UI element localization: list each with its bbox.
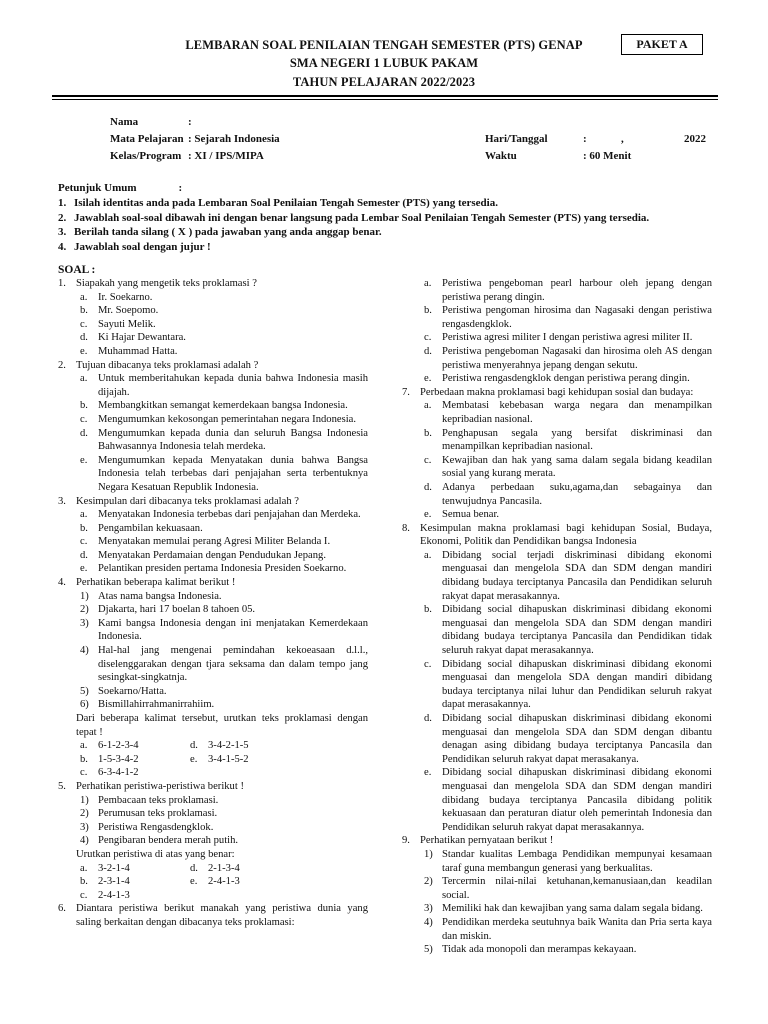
option-text: 3-4-1-5-2: [208, 753, 249, 765]
answer-option[interactable]: [76, 739, 186, 753]
answer-option[interactable]: [58, 291, 368, 305]
option-letter: c.: [424, 332, 432, 344]
answer-option[interactable]: [186, 753, 296, 767]
question-text: Perhatikan beberapa kalimat berikut !: [76, 577, 236, 589]
petunjuk-item: [58, 196, 649, 211]
question-8: [402, 522, 712, 549]
option-text: Muhammad Hatta.: [98, 345, 178, 357]
option-letter: d.: [424, 713, 432, 724]
option-letter: c.: [80, 767, 88, 779]
answer-option[interactable]: [58, 331, 368, 345]
question-text: Perhatikan peristiwa-peristiwa berikut !: [76, 780, 244, 792]
option-text: Mengumumkan kepada Menyatakan dunia bahwa Bangsa Indonesia telah terbebas dari penjajahan serta terbentuknya Negara Kesatuan Republik Indonesia.: [98, 454, 368, 493]
question-number: 6.: [58, 903, 66, 915]
petunjuk-num: 4.: [58, 240, 67, 253]
nama-separator: :: [188, 116, 192, 128]
option-letter: a.: [424, 549, 432, 561]
option-letter: b.: [424, 604, 432, 616]
option-letter: d.: [190, 862, 198, 874]
petunjuk-item: [58, 240, 649, 255]
answer-option[interactable]: [402, 277, 712, 304]
left-column: [58, 277, 368, 930]
statement-item: [402, 943, 712, 957]
option-letter: e.: [424, 509, 432, 521]
question-1: [58, 277, 368, 291]
question-6: [58, 902, 368, 929]
answer-option[interactable]: [186, 875, 296, 889]
option-text: 3-4-2-1-5: [208, 740, 249, 752]
option-text: Pelantikan presiden pertama Indonesia Presiden Soekarno.: [98, 563, 347, 575]
question-text: Kesimpulan makna proklamasi bagi kehidupan Sosial, Budaya, Ekonomi, Politik dan Pendidikan bangsa Indonesia: [420, 522, 712, 548]
question-number: 4.: [58, 577, 66, 589]
item-number: 3): [80, 821, 89, 833]
item-number: 4): [80, 835, 89, 847]
item-text: Memiliki hak dan kewajiban yang sama dalam segala bidang.: [442, 903, 703, 915]
petunjuk-num: 3.: [58, 226, 67, 238]
option-letter: b.: [80, 753, 88, 765]
option-text: Pengambilan kekuasaan.: [98, 522, 203, 534]
answer-option[interactable]: [402, 345, 712, 372]
waktu-label: Waktu: [485, 150, 517, 162]
option-text: Menyatakan memulai perang Agresi Militer Belanda I.: [98, 536, 331, 548]
option-text: Peristiwa agresi militer I dengan peristiwa agresi militer II.: [442, 332, 693, 344]
option-letter: b.: [424, 427, 432, 439]
statement-item: [402, 916, 712, 943]
item-text: Hal-hal jang mengenai pemindahan kekoeasaan d.l.l., diselenggarakan dengan tjara seksama dan dalam tempo jang sesingkat-singkatnja.: [98, 645, 368, 684]
question-instruction: Urutkan peristiwa di atas yang benar:: [76, 848, 235, 860]
answer-option[interactable]: [58, 562, 368, 576]
option-text: Peristiwa pengeboman pearl harbour oleh jepang dengan peristiwa perang dingin.: [442, 278, 712, 303]
answer-option[interactable]: [58, 304, 368, 318]
answer-option[interactable]: [402, 508, 712, 522]
item-text: Djakarta, hari 17 boelan 8 tahoen 05.: [98, 604, 256, 616]
answer-option[interactable]: [402, 603, 712, 657]
question-9: [402, 834, 712, 848]
option-text: Menyatakan Perdamaian dengan Pendudukan Jepang.: [98, 549, 326, 561]
option-letter: d.: [424, 481, 432, 493]
statement-item: [58, 807, 368, 821]
item-text: Tercermin nilai-nilai ketuhanan,kemanusiaan,dan keadilan social.: [442, 876, 712, 901]
answer-option[interactable]: [402, 481, 712, 508]
item-number: 3): [424, 903, 433, 915]
answer-option[interactable]: [76, 889, 186, 903]
item-text: Bismillahirrahmanirrahiim.: [98, 699, 215, 711]
option-text: Dibidang social dihapuskan diskriminasi dibidang ekonomi menguasai dan mengelola SDA dengan mandiri dibidang budaya terciptanya nilai luhur dan Pendidikan seluruh rakyat dapat merasakannya.: [442, 658, 712, 711]
statement-item: [402, 875, 712, 902]
answer-option[interactable]: [186, 739, 296, 753]
option-text: Dibidang social terjadi diskriminasi dibidang ekonomi menguasai dan mengelola SDA dan SDM dengan mandiri dibidang budaya terciptanya Pancasila dan Pendidikan seluruh rakyat dapat merasakannya.: [442, 549, 712, 602]
option-letter: d.: [80, 332, 88, 344]
hari-comma: ,: [621, 133, 624, 145]
petunjuk-title: [58, 182, 182, 194]
question-2: [58, 359, 368, 373]
option-letter: c.: [424, 454, 432, 466]
answer-option[interactable]: [58, 508, 368, 522]
item-number: 2): [80, 808, 89, 820]
item-text: Tidak ada monopoli dan merampas kekayaan.: [442, 944, 637, 956]
statement-item: [58, 590, 368, 604]
option-text: Ir. Soekarno.: [98, 291, 153, 303]
option-letter: d.: [80, 427, 88, 439]
item-text: Pembacaan teks proklamasi.: [98, 794, 219, 806]
question-text: Perbedaan makna proklamasi bagi kehidupan sosial dan budaya:: [420, 386, 694, 398]
answer-option[interactable]: [402, 372, 712, 386]
answer-option[interactable]: [76, 766, 186, 780]
answer-option[interactable]: [76, 862, 186, 876]
statement-item: [58, 603, 368, 617]
question-7: [402, 386, 712, 400]
item-number: 4): [424, 916, 433, 928]
option-letter: a.: [80, 862, 88, 874]
soal-label: SOAL :: [58, 264, 96, 276]
option-text: Dibidang social dihapuskan diskriminasi dibidang ekonomi menguasai dan mengelola SDA dan SDM dengan mandiri dibidang budaya terciptanya Pancasila dibidang politik kekuasaan dan peraturan diatur oleh pemerintah Indonesia dan Pendidikan seluruh rakyat dapat merasakannya.: [442, 767, 712, 833]
question-text: Tujuan dibacanya teks proklamasi adalah ?: [76, 359, 259, 371]
option-text: 6-3-4-1-2: [98, 767, 139, 779]
option-letter: c.: [80, 413, 88, 425]
option-letter: d.: [80, 549, 88, 561]
question-number: 2.: [58, 359, 66, 371]
answer-option[interactable]: [58, 413, 368, 427]
option-letter: a.: [80, 291, 88, 303]
option-text: Menyatakan Indonesia terbebas dari penjajahan dan Merdeka.: [98, 509, 361, 521]
option-text: Mr. Soepomo.: [98, 305, 159, 317]
item-number: 5): [424, 944, 433, 956]
question-instruction: Dari beberapa kalimat tersebut, urutkan teks proklamasi dengan tepat !: [76, 713, 368, 738]
petunjuk-num: 1.: [58, 197, 67, 209]
option-text: Peristiwa pengoman hirosima dan Nagasaki dengan peristiwa rengasdengklok.: [442, 305, 712, 330]
option-letter: a.: [80, 740, 88, 752]
petunjuk-title-text: Petunjuk Umum: [58, 182, 137, 194]
item-text: Atas nama bangsa Indonesia.: [98, 590, 222, 602]
answer-option[interactable]: [402, 549, 712, 603]
item-number: 6): [80, 699, 89, 711]
question-text: Kesimpulan dari dibacanya teks proklamasi adalah ?: [76, 495, 299, 507]
answer-option[interactable]: [402, 658, 712, 712]
item-number: 2): [80, 604, 89, 616]
option-text: Semua benar.: [442, 509, 500, 521]
option-text: Dibidang social dihapuskan diskriminasi dibidang ekonomi menguasai dan mengelola SDA dan SDM dengan mandiri dibidang budaya terciptanya Pancasila dan Pendidikan tidak seluruh rakyat dapat merasakannya.: [442, 604, 712, 657]
option-letter: e.: [424, 373, 432, 385]
item-text: Pendidikan merdeka seutuhnya baik Wanita dan Pria serta kaya dan miskin.: [442, 916, 712, 942]
option-text: 2-4-1-3: [208, 876, 240, 888]
petunjuk-item: [58, 225, 649, 240]
hari-year: 2022: [684, 133, 706, 145]
answer-option[interactable]: [58, 427, 368, 454]
petunjuk-text: Jawablah soal-soal dibawah ini dengan benar langsung pada Lembar Soal Penilaian Tengah Semester (PTS) yang tersedia.: [74, 211, 650, 224]
answer-option[interactable]: [186, 862, 296, 876]
option-letter: a.: [424, 400, 432, 412]
option-letter: e.: [190, 753, 198, 765]
question-4: [58, 576, 368, 590]
option-letter: e.: [80, 563, 88, 575]
statement-item: [402, 848, 712, 875]
petunjuk-item: [58, 211, 649, 226]
answer-option[interactable]: [402, 399, 712, 426]
option-letter: a.: [424, 278, 432, 289]
answer-grid: [58, 739, 368, 780]
option-text: Kewajiban dan hak yang sama dalam segala bidang keadilan sosial yang kurang merata.: [442, 454, 712, 480]
option-letter: b.: [424, 305, 432, 317]
paket-box: PAKET A: [621, 34, 703, 55]
item-number: 4): [80, 645, 89, 657]
header-rule-thick: [52, 95, 718, 97]
question-number: 9.: [402, 835, 410, 847]
question-text: Diantara peristiwa berikut manakah yang peristiwa dunia yang saling berkaitan dengan dibacanya teks proklamasi:: [76, 903, 368, 928]
statement-item: [58, 685, 368, 699]
option-text: Mengumumkan kekosongan pemerintahan negara Indonesia.: [98, 413, 356, 425]
petunjuk-list: [58, 196, 649, 254]
option-text: Ki Hajar Dewantara.: [98, 332, 186, 344]
option-letter: c.: [80, 889, 88, 901]
option-letter: e.: [80, 345, 88, 357]
option-letter: b.: [80, 305, 88, 317]
option-text: Peristiwa pengeboman Nagasaki dan hirosima oleh AS dengan peristiwa menyerahnya jepang dengan sekutu.: [442, 345, 712, 371]
answer-option[interactable]: [58, 372, 368, 399]
option-text: 2-3-1-4: [98, 876, 130, 888]
question-3: [58, 495, 368, 509]
question-text: Perhatikan pernyataan berikut !: [420, 835, 554, 847]
option-letter: b.: [80, 876, 88, 888]
school-name: SMA NEGERI 1 LUBUK PAKAM: [289, 56, 479, 70]
item-text: Pengibaran bendera merah putih.: [98, 835, 239, 847]
right-column: [402, 277, 712, 957]
nama-label: Nama: [110, 116, 139, 128]
answer-option[interactable]: [58, 535, 368, 549]
answer-option[interactable]: [402, 331, 712, 345]
petunjuk-title-sep: :: [178, 182, 183, 194]
option-text: 1-5-3-4-2: [98, 753, 139, 765]
option-text: Untuk memberitahukan kepada dunia bahwa Indonesia masih dijajah.: [98, 373, 368, 398]
option-text: Mengumumkan kepada dunia dan seluruh Bangsa Indonesia Bahwasannya Indonesia telah merdeka.: [98, 427, 368, 453]
option-letter: e.: [190, 876, 198, 888]
option-letter: a.: [80, 373, 88, 385]
option-letter: a.: [80, 509, 88, 521]
item-text: Peristiwa Rengasdengklok.: [98, 821, 214, 833]
petunjuk-text: Berilah tanda silang ( X ) pada jawaban yang anda anggap benar.: [74, 226, 382, 238]
option-text: 3-2-1-4: [98, 862, 130, 874]
option-text: Dibidang social dihapuskan diskriminasi dibidang ekonomi menguasai dan mengelola SDA dan SDM dengan dibantu denagan asing dibidang budaya terciptanya Pancasila dan Pendidikan seluruh rakyat dapat merasakanya.: [442, 713, 712, 765]
answer-option[interactable]: [58, 549, 368, 563]
item-number: 1): [424, 848, 433, 860]
answer-option[interactable]: [402, 712, 712, 766]
answer-option[interactable]: [58, 454, 368, 495]
header-rule-thin: [52, 99, 718, 100]
option-letter: c.: [80, 318, 88, 330]
answer-option[interactable]: [402, 304, 712, 331]
answer-option[interactable]: [76, 753, 186, 767]
hari-label: Hari/Tanggal: [485, 133, 548, 145]
waktu-value: : 60 Menit: [583, 150, 632, 162]
option-letter: e.: [424, 767, 432, 779]
petunjuk-text: Jawablah soal dengan jujur !: [74, 240, 211, 253]
answer-option[interactable]: [402, 766, 712, 834]
option-text: Peristiwa rengasdengklok dengan peristiwa perang dingin.: [442, 373, 690, 385]
petunjuk-num: 2.: [58, 211, 67, 224]
answer-option[interactable]: [58, 318, 368, 332]
answer-grid: [58, 862, 368, 903]
statement-item: [58, 794, 368, 808]
statement-item: [58, 698, 368, 712]
question-number: 7.: [402, 386, 410, 398]
answer-option[interactable]: [58, 345, 368, 359]
kelas-value: : XI / IPS/MIPA: [188, 150, 264, 162]
item-text: Soekarno/Hatta.: [98, 685, 167, 697]
statement-item: [58, 617, 368, 644]
item-text: Perumusan teks proklamasi.: [98, 808, 218, 820]
question-number: 5.: [58, 780, 66, 792]
petunjuk-text: Isilah identitas anda pada Lembaran Soal Penilaian Tengah Semester (PTS) yang tersedia.: [74, 197, 498, 209]
option-letter: c.: [424, 658, 432, 670]
item-text: Kami bangsa Indonesia dengan ini menjatakan Kemerdekaan Indonesia.: [98, 617, 368, 643]
statement-item: [58, 821, 368, 835]
answer-option[interactable]: [58, 399, 368, 413]
answer-option[interactable]: [402, 427, 712, 454]
item-number: 2): [424, 876, 433, 888]
option-letter: c.: [80, 536, 88, 548]
option-text: Penghapusan segala yang bersifat diskriminasi dan menampilkan kepribadian nasional.: [442, 427, 712, 453]
item-number: 3): [80, 617, 89, 629]
mapel-value: : Sejarah Indonesia: [188, 133, 280, 145]
answer-option[interactable]: [58, 522, 368, 536]
hari-separator: :: [583, 133, 587, 145]
option-text: Membangkitkan semangat kemerdekaan bangsa Indonesia.: [98, 400, 348, 412]
item-number: 1): [80, 590, 89, 602]
option-letter: d.: [424, 345, 432, 357]
option-text: Adanya perbedaan suku,agama,dan sebagainya dan tenwujudnya Pancasila.: [442, 481, 712, 507]
item-text: Standar kualitas Lembaga Pendidikan mempunyai kesamaan taraf guna membangun generasi yang berkualitas.: [442, 848, 712, 874]
answer-option[interactable]: [402, 454, 712, 481]
question-text: Siapakah yang mengetik teks proklamasi ?: [76, 278, 257, 289]
statement-item: [58, 644, 368, 685]
option-text: 6-1-2-3-4: [98, 740, 139, 752]
option-text: Sayuti Melik.: [98, 318, 156, 330]
question-number: 8.: [402, 522, 410, 534]
option-letter: b.: [80, 400, 88, 412]
item-number: 1): [80, 794, 89, 806]
kelas-label: Kelas/Program: [110, 150, 182, 162]
exam-title: LEMBARAN SOAL PENILAIAN TENGAH SEMESTER (PTS) GENAP: [185, 38, 583, 52]
statement-item: [402, 902, 712, 916]
option-text: 2-4-1-3: [98, 889, 130, 901]
option-letter: e.: [80, 454, 88, 466]
item-number: 5): [80, 685, 89, 697]
question-5: [58, 780, 368, 794]
option-text: Membatasi kebebasan warga negara dan menampilkan kepribadian nasional.: [442, 400, 712, 425]
option-letter: d.: [190, 740, 198, 752]
answer-option[interactable]: [76, 875, 186, 889]
statement-item: [58, 834, 368, 848]
question-number: 1.: [58, 278, 66, 289]
mapel-label: Mata Pelajaran: [110, 133, 184, 145]
question-number: 3.: [58, 495, 66, 507]
option-letter: b.: [80, 522, 88, 534]
academic-year: TAHUN PELAJARAN 2022/2023: [292, 75, 476, 89]
option-text: 2-1-3-4: [208, 862, 240, 874]
